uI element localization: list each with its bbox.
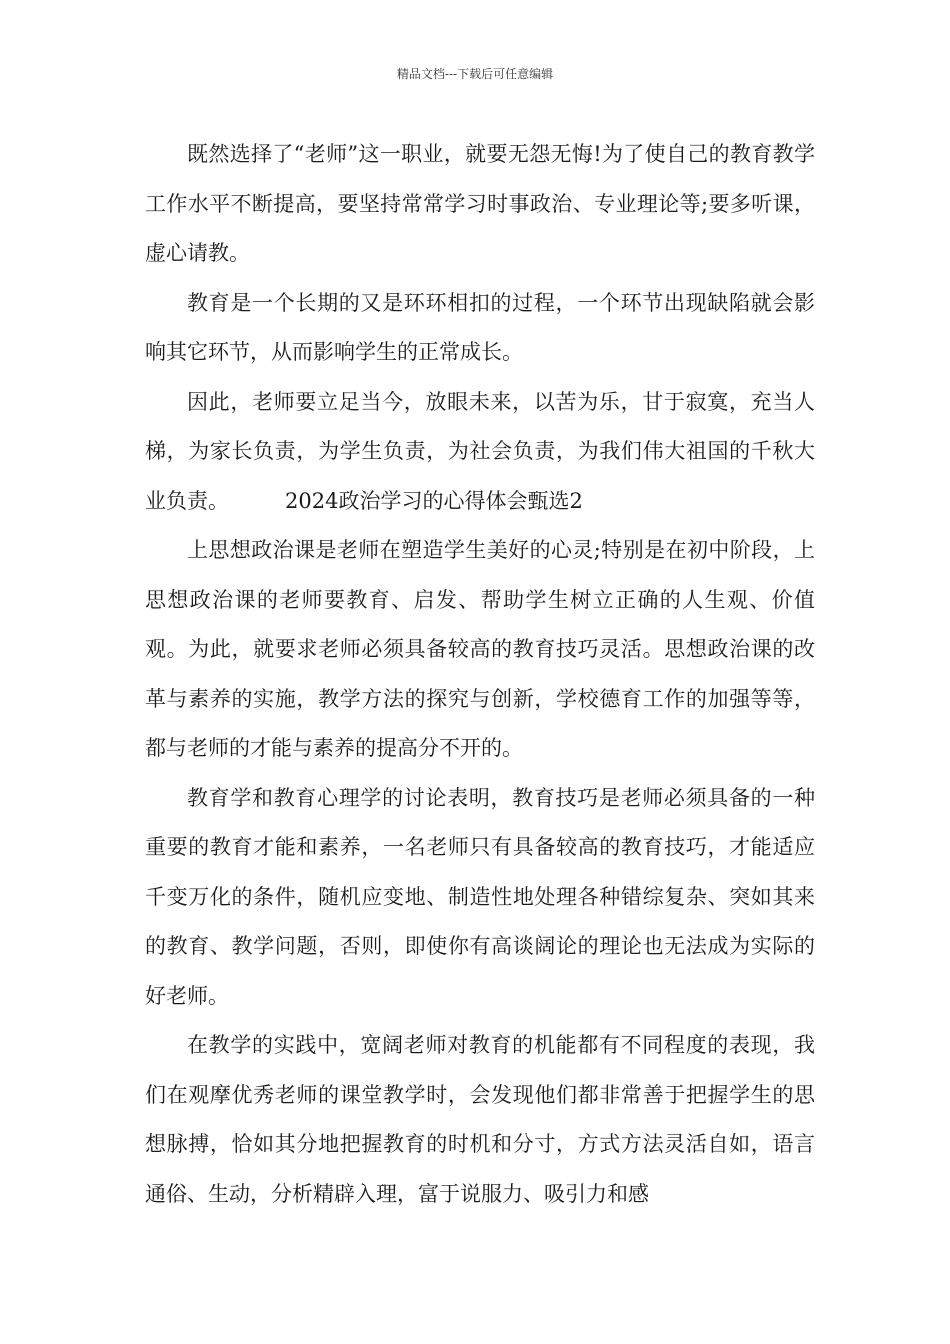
paragraph-6: 在教学的实践中，宽阔老师对教育的机能都有不同程度的表现，我们在观摩优秀老师的课堂教学时，会发现他们都非常善于把握学生的思想脉搏，恰如其分地把握教育的时机和分寸，方式方法灵活自如，语言通俗、生动，分析精辟入理，富于说服力、吸引力和感 — [145, 1033, 815, 1206]
page-header: 精品文档---下载后可任意编辑 — [396, 67, 554, 81]
paragraph-2: 教育是一个长期的又是环环相扣的过程，一个环节出现缺陷就会影响其它环节，从而影响学生的正常成长。 — [145, 290, 815, 364]
paragraph-1: 既然选择了“老师”这一职业，就要无怨无悔!为了使自己的教育教学工作水平不断提高，要坚持常常学习时事政治、专业理论等;要多听课，虚心请教。 — [145, 142, 815, 265]
paragraph-4: 上思想政治课是老师在塑造学生美好的心灵;特别是在初中阶段，上思想政治课的老师要教育、启发、帮助学生树立正确的人生观、价值观。为此，就要求老师必须具备较高的教育技巧灵活。思想政治课的改革与素养的实施，教学方法的探究与创新，学校德育工作的加强等等，都与老师的才能与素养的提高分不开的。 — [145, 538, 815, 760]
document-body — [145, 130, 815, 1219]
paragraph-5: 教育学和教育心理学的讨论表明，教育技巧是老师必须具备的一种重要的教育才能和素养，一名老师只有具备较高的教育技巧，才能适应千变万化的条件，随机应变地、制造性地处理各种错综复杂、突如其来的教育、教学问题，否则，即使你有高谈阔论的理论也无法成为实际的好老师。 — [145, 785, 815, 1008]
section-title: 2024政治学习的心得体会甄选2 — [285, 488, 583, 513]
paragraph-3-text: 因此，老师要立足当今，放眼未来，以苦为乐，甘于寂寞，充当人梯，为家长负责，为学生负责，为社会负责，为我们伟大祖国的千秋大业负责。 — [145, 389, 815, 513]
paragraph-3 — [145, 378, 815, 527]
